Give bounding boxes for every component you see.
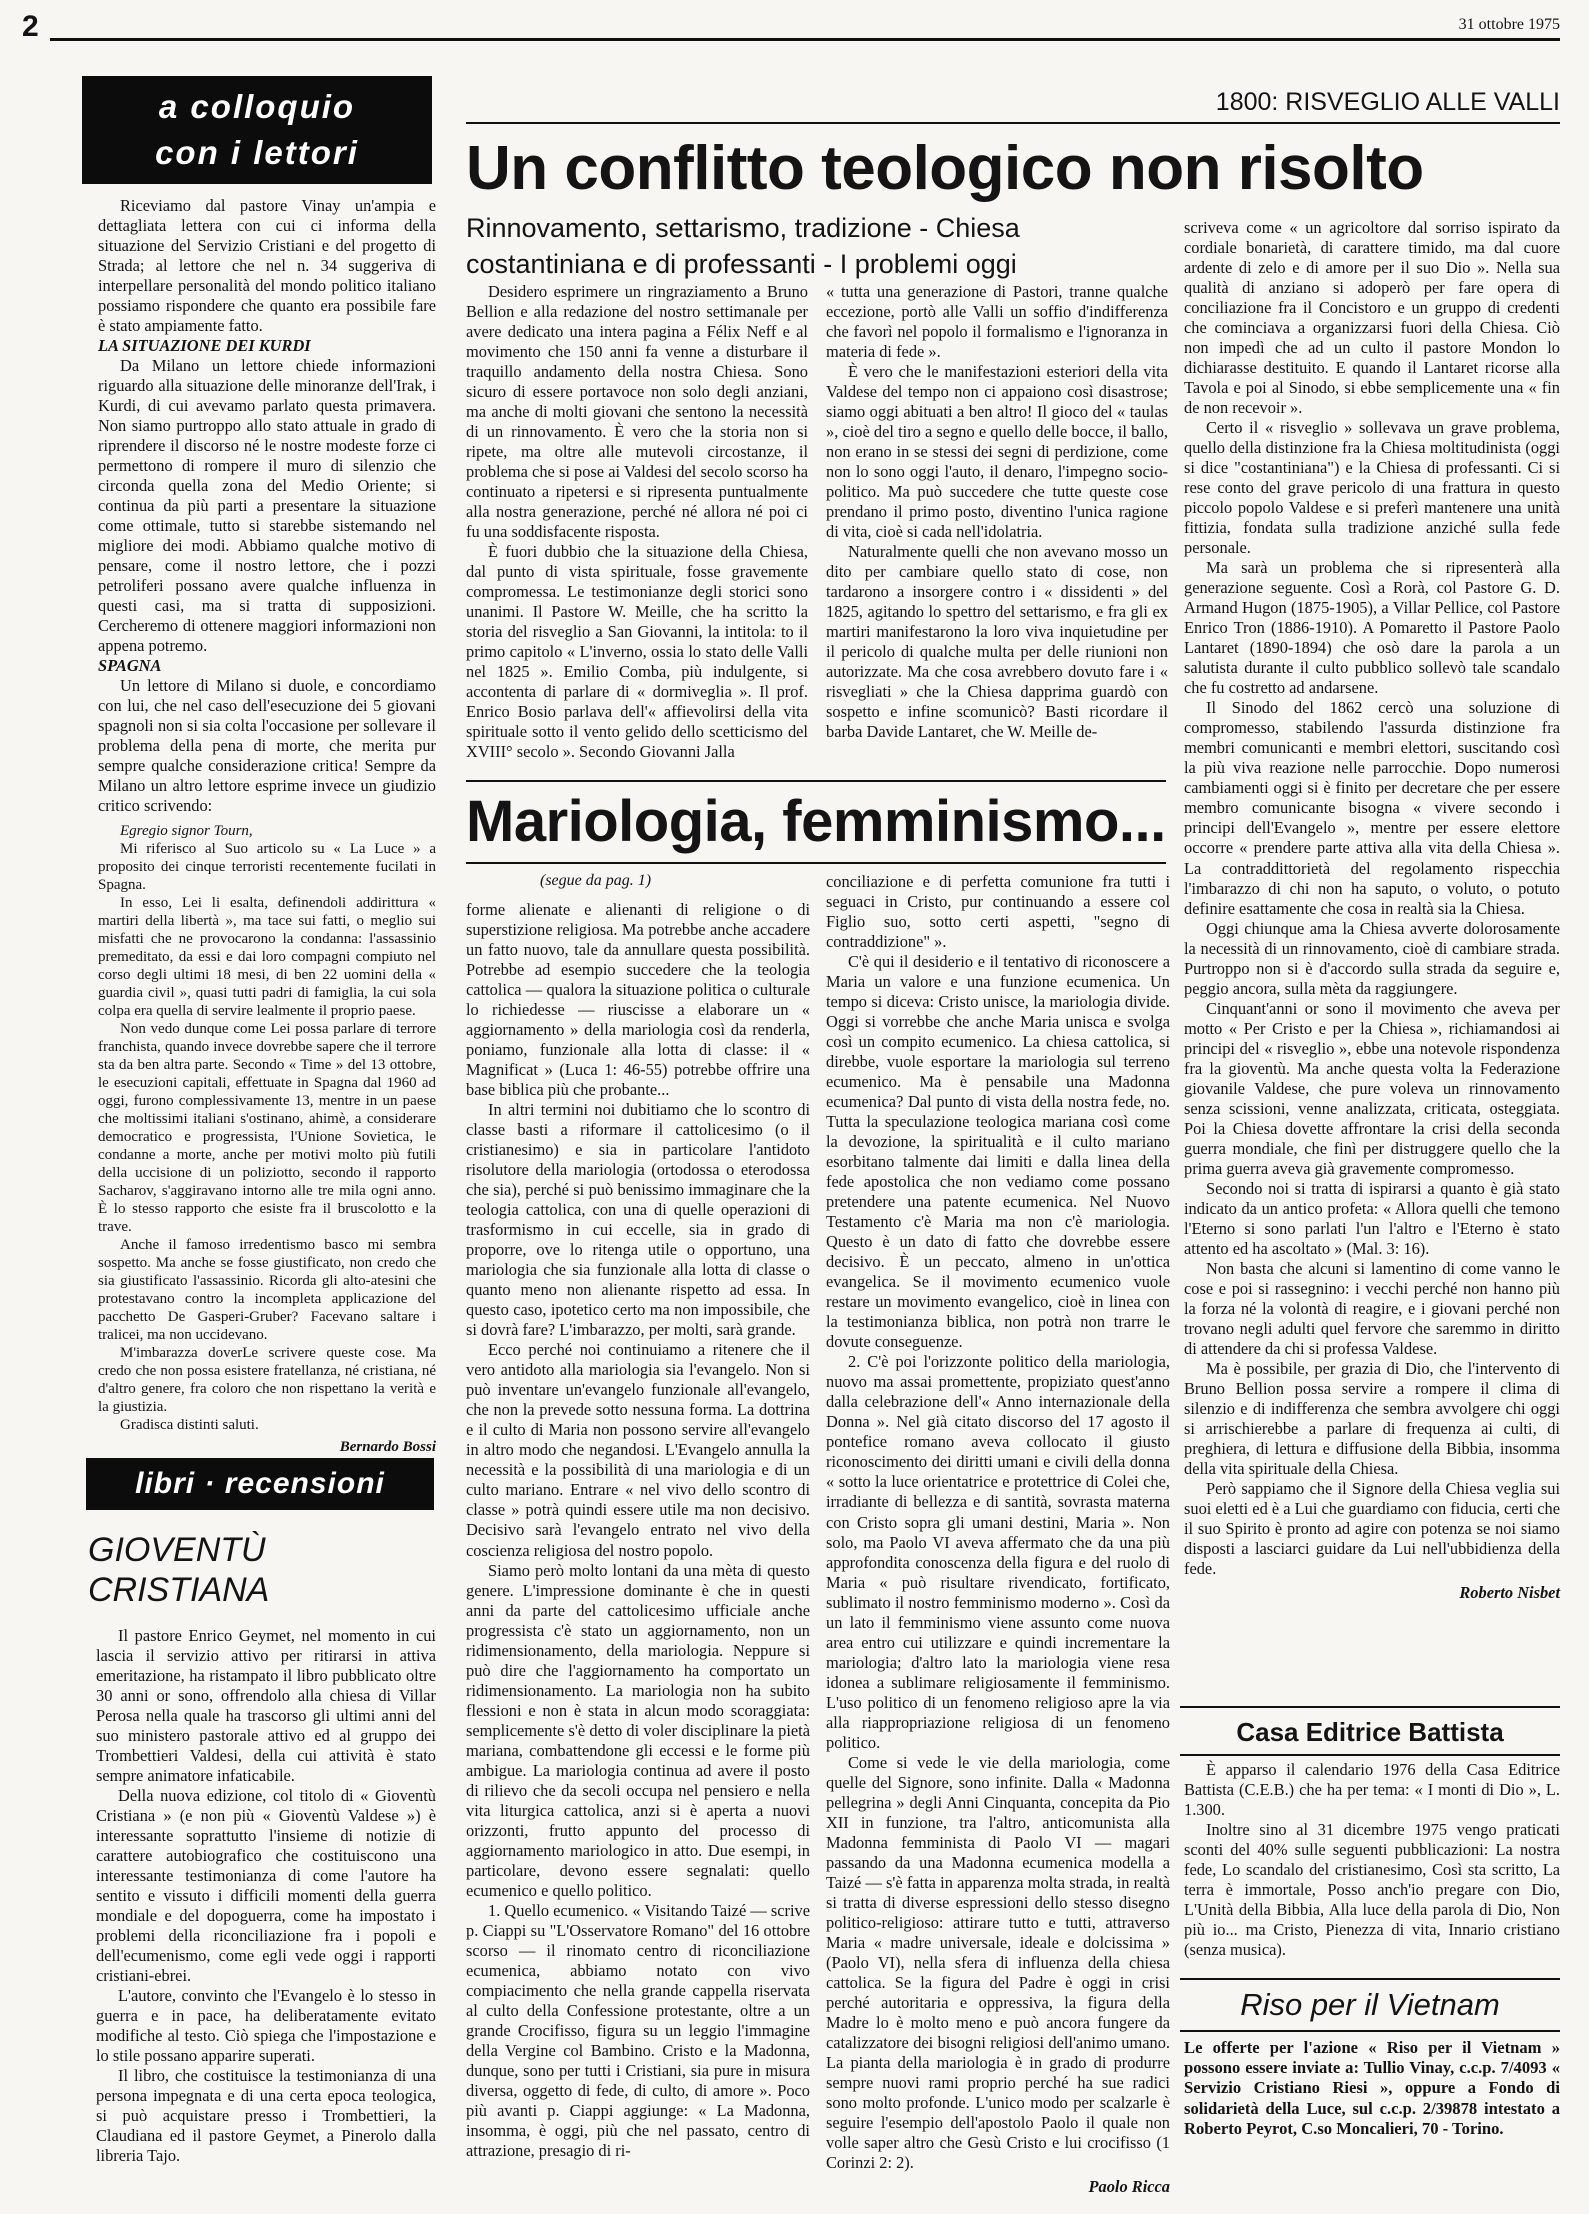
letter-paragraph: Mi riferisco al Suo articolo su « La Luce » a proposito dei cinque terroristi recentemente fucilati in Spagna. <box>98 841 436 894</box>
colloquio-column <box>98 196 436 1456</box>
reader-letter <box>98 822 436 1456</box>
mariologia-paragraph: Come si vede le vie della mariologia, come quelle del Signore, sono infinite. Dalla « Madonna pellegrina » degli Anni Cinquanta, concepita da Pio XII in funzione, tra l'altro, anticomunista alla Madonna femminista di Paolo VI — magari passando da una Madonna ecumenica modella a Taizé — s'è fatta in apparenza molta strada, in realtà si tratta di diverse espressioni dello stesso disegno politico-religioso: attirare tutto e tutti, attraverso Maria « madre universale, ideale e dolcissima » (Paolo VI), nella sfera di influenza della chiesa cattolica. Se la figura del Padre è oggi in crisi perché autoritaria e oppressiva, la figura della Madre lo è molto meno e può ancora fungere da catalizzatore dei bisogni religiosi dell'animo umano. La pianta della mariologia è in grado di produrre sempre nuovi rami proprio perché ha sue radici sono molto profonde. L'unico modo per scalzarle è seguire l'esempio dell'apostolo Paolo il quale non volle saper altro che Gesù Cristo e lui crocifisso (1 Corinzi 2: 2). <box>826 1752 1170 2172</box>
letter-salutation: Egregio signor Tourn, <box>120 823 253 840</box>
risveglio-paragraph: È vero che le manifestazioni esteriori della vita Valdese del tempo non ci appaiono così disastrose; siamo oggi abituati a ben altro! Il gioco del « taulas », cioè del tiro a segno e quello delle bocce, il ballo, non erano in se stessi dei segni di perdizione, come non lo sono oggi l'auto, il denaro, l'impegno socio-politico. Ma può succedere che tutte queste cose prendano il primo posto, diventino l'unica ragione di vita, cioè si cada nell'idolatria. <box>826 362 1168 542</box>
libri-paragraph: L'autore, convinto che l'Evangelo è lo stesso in guerra e in pace, ha deliberatamente evitato modifiche al testo. Ciò spiega che l'impostazione e lo stile possano apparire superati. <box>96 1986 436 2066</box>
risveglio-paragraph: Non basta che alcuni si lamentino di come vanno le cose e poi si rassegnino: i vecchi perché non hanno più la forza né la volontà di reagire, e i giovani perché non trovano negli adulti quel fervore che saremmo in diritto di attendere da chi si professa Valdese. <box>1184 1258 1560 1358</box>
letter-paragraph: Gradisca distinti saluti. <box>120 1417 259 1434</box>
risveglio-col3 <box>1184 218 1560 1696</box>
risveglio-headline: Un conflitto teologico non risolto <box>466 134 1424 203</box>
colloquio-header-line2: con i lettori <box>155 134 359 171</box>
risveglio-paragraph: Ma è possibile, per grazia di Dio, che l'intervento di Bruno Bellion possa servire a rompere il clima di silenzio e di indifferenza che sembra avvolgere chi oggi si arrischierebbe a parlare di frequenza ai culti, di preghiera, di lettura e diffusione della Bibbia, insomma della vita spirituale della Chiesa. <box>1184 1358 1560 1478</box>
risveglio-subhead: Rinnovamento, settarismo, tradizione - Chiesa costantiniana e di professanti - I problemi oggi <box>466 213 1020 279</box>
risveglio-paragraph: Secondo noi si tratta di ispirarsi a quanto è già stato indicato da un antico profeta: « Allora quelli che temono l'Eterno si sono parlati l'un l'altro e l'Eterno è stato attento ed ha ascoltato » (Mal. 3: 16). <box>1184 1178 1560 1258</box>
risveglio-paragraph: « tutta una generazione di Pastori, tranne qualche eccezione, portò alle Valli un soffio d'indifferenza che favorì nel popolo il formalismo e l'ignoranza in materia di fede ». <box>826 282 1168 362</box>
vietnam-rule-bottom <box>1180 2030 1560 2032</box>
battista-paragraph: È apparso il calendario 1976 della Casa Editrice Battista (C.E.B.) che ha per tema: « I monti di Dio », L. 1.300. <box>1184 1760 1560 1820</box>
letter-paragraph: Anche il famoso irredentismo basco mi sembra sospetto. Ma anche se fosse giustificato, non credo che sia giustificato l'assassinio. Ricorda gli alto-atesini che protestavano contro la incompleta applicazione del pacchetto De Gasperi-Gruber? Facevano saltare i tralicei, ma non uccidevano. <box>98 1237 436 1344</box>
mariologia-continued: (segue da pag. 1) <box>540 872 652 889</box>
mariologia-rule <box>466 780 1166 782</box>
libri-title <box>88 1530 428 1610</box>
libri-paragraph: Della nuova edizione, col titolo di « Gioventù Cristiana » (e non più « Gioventù Valdese ») è interessante soprattutto l'insieme di notizie di carattere autobiografico che costituiscono una interessante testimonianza di come l'autore ha sentito e vissuto i difficili momenti della guerra mondiale e del dopoguerra, come ha impostato i problemi della riconciliazione fra i popoli e dell'ecumenismo, come egli vede oggi i rapporti cristiani-ebrei. <box>96 1786 436 1986</box>
masthead-rule <box>50 38 1560 41</box>
spagna-title: SPAGNA <box>98 656 162 676</box>
spagna-text: Un lettore di Milano si duole, e concordiamo con lui, che nel caso dell'esecuzione dei 5 giovani spagnoli non si sia colta l'occasione per sollevare il problema della pena di morte, che merita pur sempre qualche considerazione critica! Sempre da Milano un altro lettore esprime invece un giudizio critico scrivendo: <box>98 676 436 816</box>
risveglio-paragraph: Cinquant'anni or sono il movimento che aveva per motto « Per Cristo e per la Chiesa », richiamandosi ai principi del « risveglio », ebbe una notevole rispondenza fra la gioventù. Ma anche questa volta la Federazione giovanile Valdese, che pure voleva un rinnovamento senza scissioni, venne analizzata, criticata, osteggiata. Poi la Chiesa dovette affrontare la crisi della seconda guerra mondiale, che finì per distruggere quello che la prima guerra aveva già gravemente compromesso. <box>1184 998 1560 1178</box>
risveglio-paragraph: Però sappiamo che il Signore della Chiesa veglia sui suoi eletti ed è a Lui che guardiamo con fiducia, certi che il suo Spirito è pronto ad agire con potenza se noi siamo disposti a lasciarci guidare da Lui nell'ubbidienza della fede. <box>1184 1478 1560 1579</box>
battista-rule-top <box>1180 1706 1560 1708</box>
mariologia-paragraph: In altri termini noi dubitiamo che lo scontro di classe basti a riformare il cattolicesimo (o il cristianesimo) e sia in particolare l'antidoto risolutore della mariologia (ortodossa o eterodossa che sia), perché si può benissimo immaginare che la teologia cattolica, con una di quelle operazioni di trasformismo in cui eccelle, sia in grado di proporre, ove lo ritenga utile o opportuno, una mariologia che sia funzionale alla lotta di classe o quanto meno non alienante rispetto ad essa. In questo caso, ipotetico certo ma non impossibile, che si dovrà fare? L'imbarazzo, per molti, sarà grande. <box>466 1100 810 1340</box>
issue-date: 31 ottobre 1975 <box>1458 16 1560 33</box>
letter-paragraph: M'imbarazza doverLe scrivere queste cose. Ma credo che non possa esistere fratellanza, né cristiana, né d'altro genere, fra coloro che non rispettano la verità e la giustizia. <box>98 1345 436 1416</box>
risveglio-paragraph: Ma sarà un problema che si ripresenterà alla generazione seguente. Così a Rorà, col Pastore G. D. Armand Hugon (1875-1905), a Villar Pellice, col Pastore Enrico Tron (1886-1910). A Pomaretto il Pastore Paolo Lantaret (1890-1894) che osò dare la parola a un salutista durante il culto pubblico sollevò tale scandalo che fu costretto ad andarsene. <box>1184 558 1560 698</box>
mariologia-paragraph: 2. C'è poi l'orizzonte politico della mariologia, nuovo ma assai promettente, propiziato quest'anno dalla celebrazione dell'« Anno internazionale della Donna ». Nel già citato discorso del 17 agosto il pontefice romano aveva collocato il giusto riconoscimento dei diritti umani e civili della donna « sotto la luce orientatrice e protettrice di Colei che, irradiante di bellezza e di santità, sovrasta materna con Cristo sopra gli umani destini, Maria ». Non solo, ma Paolo VI aveva affermato che da una più approfondita conoscenza della figura e del ruolo di Maria « può risultare rivendicato, fortificato, sublimato il nostro femminismo moderno ». Così da un lato il femminismo viene assunto come nuova area entro cui utilizzare e quindi incrementare la mariologia; d'altro lato la mariologia viene resa idonea a sublimare religiosamente il femminismo. L'uso politico di un fenomeno religioso apre la via alla riappropriazione religiosa di un fenomeno politico. <box>826 1352 1170 1752</box>
letter-paragraph: In esso, Lei li esalta, definendoli addirittura « martiri della libertà », ma tace sui fatti, o meglio sui misfatti che ne provocarono la condanna: l'assassinio premeditato, da essi e dai loro compagni compiuto nel corso degli ultimi 18 mesi, di ben 22 uomini della « guardia civil », quasi tutti padri di famiglia, la cui sola colpa era quella di servire lealmente il proprio paese. <box>98 895 436 1020</box>
risveglio-paragraph: Desidero esprimere un ringraziamento a Bruno Bellion e alla redazione del nostro settimanale per avere dedicato una intera pagina a Félix Neff e al movimento che 150 anni fa venne a disturbare il traquillo andamento della nostra Chiesa. Sono sicuro di essere portavoce non solo degli anziani, ma anche di molti giovani che sentono la necessità di un rinnovamento. È vero che la storia non si ripete, ma oltre alle mutevoli circostanze, il problema che si pose ai Valdesi del secolo scorso ha continuato a ripetersi e si ripresenta puntualmente alla nostra generazione, perché né allora né poi ci fu una soddisfacente risposta. <box>466 282 808 542</box>
risveglio-paragraph: Il Sinodo del 1862 cercò una soluzione di compromesso, stabilendo l'assurda distinzione fra membri comunicanti e membri elettori, suscitando così la più viva reazione nelle parrocchie. Dopo numerosi cambiamenti oggi si è finito per decretare che per essere membro comunicante bisogna « vivere secondo i principi dell'Evangelo », mentre per essere elettore occorre « prendere parte attiva alla vita della Chiesa ». La contraddittorietà del regolamento rispecchia l'imbarazzo di chi non ha saputo, o voluto, o potuto definire esattamente che cosa in realtà sia la Chiesa. <box>1184 698 1560 918</box>
libri-title-line2: CRISTIANA <box>88 1571 270 1609</box>
vietnam-text: Le offerte per l'azione « Riso per il Vietnam » possono essere inviate a: Tullio Vinay, c.c.p. 7/4093 « Servizio Cristiano Riesi », oppure a Fondo di solidarietà della Luce, sul c.c.p. 2/39878 intestato a Roberto Peyrot, C.so Moncalieri, 70 - Torino. <box>1184 2038 1560 2138</box>
mariologia-paragraph: 1. Quello ecumenico. « Visitando Taizé — scrive p. Ciappi su "L'Osservatore Romano" del 16 ottobre scorso — il rinomato centro di riconciliazione ecumenica, abbiamo notato con vivo compiacimento che nella grande cappella riservata al culto della Confessione protestante, oltre a un grande Crocifisso, figura su un leggio l'immagine della Vergine col Bambino. Cristo e la Madonna, dunque, sono per tutti i Cristiani, sia pure in misura diversa, oggetto di fede, di culto, di amore ». Poco più avanti p. Ciappi aggiunge: « La Madonna, insomma, è oggi, più che nel passato, centro di attrazione, presagio di ri- <box>466 1900 810 2160</box>
letter-signature: Bernardo Bossi <box>339 1439 436 1456</box>
risveglio-col1 <box>466 282 808 772</box>
mariologia-paragraph: Siamo però molto lontani da una mèta di questo genere. L'impressione dominante è che in questi anni da parte del cattolicesimo ufficiale anche progressista c'è stato un aggiornamento, non un ridimensionamento, della mariologia. Neppure si può dire che l'aggiornamento ha comportato un ridimensionamento. La mariologia non ha subito flessioni e non è stata in alcun modo scoraggiata: semplicemente s'è detto di voler disciplinare la pietà mariana, combattendone gli eccessi e le forme più ambigue. La mariologia continua ad avere il posto di rilievo che da secoli occupa nel pensiero e nella vita liturgica cattolica, anzi si è aperta a nuovi orizzonti, frutto appunto del processo di aggiornamento mariologico in atto. Due esempi, in particolare, devono essere segnalati: quello ecumenico e quello politico. <box>466 1560 810 1900</box>
battista-paragraph: Inoltre sino al 31 dicembre 1975 vengo praticati sconti del 40% sulle seguenti pubblicazioni: La nostra fede, Lo scandalo del cristianesimo, Così sta scritto, La terra è immortale, Posso anch'io pregare con Dio, L'Unità della Bibbia, Alla luce della parola di Dio, Non più io... ma Cristo, Pienezza di vita, Innario cristiano (senza musica). <box>1184 1820 1560 1960</box>
battista-header: Casa Editrice Battista <box>1236 1717 1504 1747</box>
colloquio-header-line1: a colloquio <box>158 88 356 125</box>
colloquio-header <box>82 76 432 184</box>
kicker-rule <box>466 122 1560 124</box>
risveglio-paragraph: Certo il « risveglio » sollevava un grave problema, quello della distinzione fra la Chiesa moltitudinista (oggi si dice "costantiniana") e la Chiesa di professanti. Ci si rese conto del grave pericolo di una frattura in questo piccolo popolo Valdese e si preferì mantenere una unità fittizia, fondata sulla tradizione anziché sulla fede personale. <box>1184 418 1560 558</box>
risveglio-paragraph: Naturalmente quelli che non avevano mosso un dito per cambiare quello stato di cose, non tardarono a insorgere contro i « dissidenti » del 1825, agitando lo spettro del settarismo, e fra gli ex martiri manifestarono la loro viva inquietudine per il pericolo di qualche multa per delle riunioni non autorizzate. Ma che cosa avrebbero dovuto fare i « risvegliati » che la Chiesa dapprima guardò con sospetto e infine scomunicò? Basti ricordare il barba Davide Lantaret, che W. Meille de- <box>826 542 1168 742</box>
letter-paragraph: Non vedo dunque come Lei possa parlare di terrore franchista, quando invece dovrebbe sapere che il terrore sta da ben altra parte. Secondo « Time » del 13 ottobre, le esecuzioni capitali, effettuate in Spagna dal 1960 ad oggi, furono complessivamente 13, mentre in un paese che moltissimi italiani s'ostinano, ahimè, a considerare democratico e progressista, l'Unione Sovietica, le condanne a morte, anche per motivi molto più futili della uccisione di un poliziotto, secondo il rapporto Sacharov, s'aggiravano intorno alle tre mila ogni anno. È lo stesso rapporto che esiste fra il bruscolotto e la trave. <box>98 1021 436 1236</box>
mariologia-paragraph: conciliazione e di perfetta comunione fra tutti i seguaci in Cristo, pur continuando a essere col Figlio suo, sotto certi aspetti, "segno di contraddizione" ». <box>826 872 1170 952</box>
kurdi-text: Da Milano un lettore chiede informazioni riguardo alla situazione delle minoranze dell'Irak, i Kurdi, di cui avevamo parlato questa primavera. Non siamo purtroppo allo stato attuale in grado di riprendere il discorso né le nostre modeste forze ci permettono di rompere il muro di silenzio che circonda quella zona del Medio Oriente; si continua da più parti a presentare la situazione come ottimale, tutto si starebbe sistemando nel migliore dei modi. Abbiamo qualche motivo di pensare, come il nostro lettore, che i pozzi petroliferi possano avere qualche influenza in questi casi, ma si tratta di supposizioni. Cercheremo di ottenere maggiori informazioni non appena potremo. <box>98 356 436 656</box>
risveglio-signature: Roberto Nisbet <box>1459 1583 1560 1603</box>
libri-title-line1: GIOVENTÙ <box>88 1531 266 1569</box>
risveglio-paragraph: Oggi chiunque ama la Chiesa avverte dolorosamente la necessità di un rinnovamento, cioè di cambiare strada. Purtroppo non si è d'accordo sulla strada da seguire e, peggio ancora, sulla mèta da raggiungere. <box>1184 918 1560 998</box>
mariologia-paragraph: forme alienate e alienanti di religione o di superstizione religiosa. Ma potrebbe anche accadere un fatto nuovo, tale da annullare questa possibilità. Potrebbe ad esempio succedere che la teologia cattolica — qualora la situazione politica o culturale lo richiedesse — riuscisse a elaborare un « aggiornamento » della mariologia così da renderla, poniamo, funzionale alla lotta di classe: il « Magnificat » (Luca 1: 46-55) potrebbe offrire una base biblica più che probante... <box>466 900 810 1100</box>
battista-rule-bottom <box>1180 1754 1560 1756</box>
mariologia-rule-bottom <box>466 862 1166 864</box>
mariologia-col2 <box>826 872 1170 2200</box>
risveglio-paragraph: È fuori dubbio che la situazione della Chiesa, dal punto di vista spirituale, fosse gravemente compromessa. Le testimonianze degli storici sono unanimi. Il Pastore W. Meille, che ha scritto la storia del risveglio a San Giovanni, la intitola: to il primo capitolo « L'inverno, ossia lo stato delle Valli nel 1825 ». Emilio Comba, più indulgente, si accontenta di parlare di « dormiveglia ». Il prof. Enrico Bosio parlava dell'« affievolirsi della vita spirituale sotto il vento gelido dello scetticismo del XVIII° secolo ». Secondo Giovanni Jalla <box>466 542 808 762</box>
vietnam-header: Riso per il Vietnam <box>1240 1987 1500 2022</box>
risveglio-col2 <box>826 282 1168 772</box>
battista-column <box>1184 1760 1560 1968</box>
libri-paragraph: Il libro, che costituisce la testimonianza di una persona impegnata e di una certa epoca teologica, si può acquistare presso i Trombettieri, la Claudiana ed il pastore Geymet, a Pinerolo dalla libreria Tajo. <box>96 2066 436 2166</box>
libri-paragraph: Il pastore Enrico Geymet, nel momento in cui lascia il servizio attivo per ritirarsi in attiva emeritazione, ha ristampato il libro pubblicato oltre 30 anni or sono, offrendolo alla chiesa di Villar Perosa nella quale ha trascorso gli ultimi anni del suo ministero pastorale attivo ed al gruppo dei Trombettieri Valdesi, della cui attività è stato sempre animatore infaticabile. <box>96 1626 436 1786</box>
mariologia-signature: Paolo Ricca <box>1088 2177 1170 2197</box>
kurdi-title: LA SITUAZIONE DEI KURDI <box>98 336 311 356</box>
mariologia-col1 <box>466 900 810 2200</box>
libri-column <box>96 1626 436 2196</box>
mariologia-headline: Mariologia, femminismo... <box>466 789 1166 854</box>
mariologia-paragraph: C'è qui il desiderio e il tentativo di riconoscere a Maria un valore e una funzione ecumenica. Un tempo si diceva: Cristo unisce, la mariologia divide. Oggi si vorrebbe che anche Maria unisca e svolga così un compito ecumenico. La chiesa cattolica, si direbbe, vuole esportare la mariologia sul terreno ecumenico. Ma è pensabile una Madonna ecumenica? Dal punto di vista della nostra fede, no. Tutta la speculazione teologica mariana così come la devozione, la spiritualità e il culto mariano esorbitano talmente dai limiti e dalla linea della fede apostolica che non vediamo come possano pretendere una patente ecumenica. Nel Nuovo Testamento c'è Maria ma non c'è mariologia. Questo è un dato di fatto che dovrebbe essere decisivo. È un peccato, almeno in un'ottica evangelica. Se il movimento ecumenico vuole restare un movimento evangelico, cioè in linea con la testimonianza biblica, non potrà non trarre le dovute conseguenze. <box>826 952 1170 1352</box>
mariologia-paragraph: Ecco perché noi continuiamo a ritenere che il vero antidoto alla mariologia sia l'evangelo. Non si può inventare un'evangelo funzionale all'evangelo, che non la prevede sotto nessuna forma. La dottrina e il culto di Maria non possono servire all'evangelo in altro modo che negandosi. L'Evangelo annulla la necessità e la possibilità di una mariologia e di un culto mariano. Entrare « nel vivo dello scontro di classe » potrà quindi essere utile ma non decisivo. Decisivo sarà l'evangelo entrato nel vivo della coscienza religiosa del nostro popolo. <box>466 1340 810 1560</box>
risveglio-paragraph: scriveva come « un agricoltore dal sorriso ispirato da cordiale bonarietà, di carattere timido, ma dal cuore ardente di zelo e di amore per il suo Dio ». Nella sua qualità di anziano si adoperò per fare opera di conciliazione fra il Concistoro e un gruppo di credenti che cominciava a organizzarsi fuori della Chiesa. Ciò non impedì che ad un culto il pastore Mondon lo dichiarasse destituito. E quando il Lantaret ricorse alla Tavola e poi al Sinodo, si ebbe semplicemente una « fin de non recevoir ». <box>1184 218 1560 418</box>
page-number: 2 <box>22 10 39 43</box>
vietnam-rule-top <box>1180 1978 1560 1980</box>
libri-header: libri · recensioni <box>86 1458 434 1510</box>
colloquio-intro: Riceviamo dal pastore Vinay un'ampia e dettagliata lettera con cui ci informa della situazione del Servizio Cristiani e del progetto di Strada; al lettore che nel n. 34 suggeriva di interpellare personalità del mondo politico italiano possiamo rispondere che quanto era possibile fare è stato ampiamente fatto. <box>98 196 436 336</box>
risveglio-kicker: 1800: RISVEGLIO ALLE VALLI <box>1215 88 1560 116</box>
